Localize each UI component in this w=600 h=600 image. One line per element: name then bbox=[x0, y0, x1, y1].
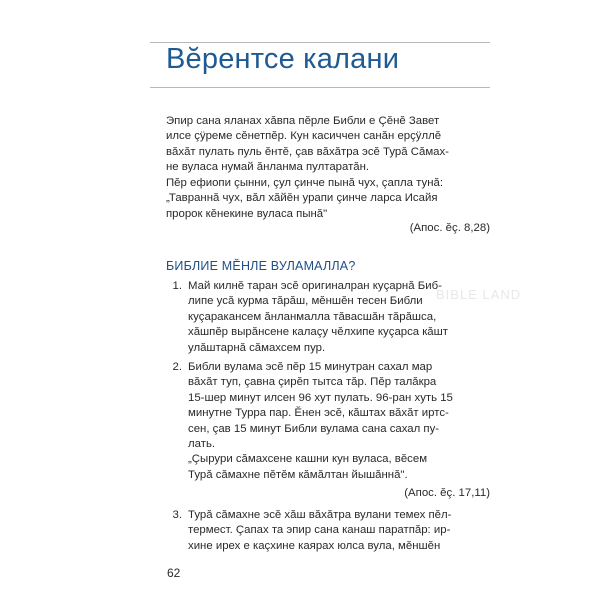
intro-paragraph-1: Эпир сана яланах хăвпа пĕрле Библи е Çĕнĕ Завет илсе çÿреме сĕнетпĕр. Кун касиччен санăн ерçÿллĕ вăхăт пулать пуль ĕнтĕ, çав вăхăтра эсĕ Турă Сăмах- не вуласа нумай ăнланма пултаратăн. bbox=[166, 115, 449, 174]
page-number: 62 bbox=[167, 566, 181, 580]
list-item-number: 2. bbox=[172, 361, 182, 373]
watermark: BIBLE LAND bbox=[436, 287, 522, 302]
list-item-text: Библи вулама эсĕ пĕр 15 минутран сахал мар вăхăт туп, çавна çирĕп тытса тăр. Пĕр талăкра 15-шер минут илсен 96 хут пулать. 96-ран хуть 15 минутне Турра пар. Ĕнен эсĕ, кăштах вăхăт иртс- сен, çав 15 минут Библи вулама сана сахал пу- лать. „Çырури сăмахсене кашни кун вуласа, вĕсем Турă сăмахне пĕтĕм кăмăлтан йышăннă". bbox=[188, 361, 453, 481]
title-divider bbox=[150, 87, 490, 88]
scripture-reference: (Апос. ĕç. 17,11) bbox=[404, 487, 490, 499]
scripture-reference: (Апос. ĕç. 8,28) bbox=[409, 222, 490, 234]
section-heading: БИБЛИЕ МĔНЛЕ ВУЛАМАЛЛА? bbox=[166, 259, 356, 273]
list-item-number: 1. bbox=[172, 280, 182, 292]
list-item-number: 3. bbox=[172, 509, 182, 521]
page-title: Вĕрентсе калани bbox=[166, 43, 400, 75]
list-item-text: Турă сăмахне эсĕ хăш вăхăтра вулани темех пĕл- термест. Çапах та эпир сана канаш паратпăр: ир- хине ирех е каçхине каярах юлса вула, мĕншĕн bbox=[188, 509, 452, 552]
intro-paragraph-2: Пĕр ефиопи çынни, çул çинче пынă чух, çапла тунă: „Тавраннă чух, вăл хăйĕн урапи çинче ларса Исайя пророк кĕнекине вуласа пынă" bbox=[166, 177, 443, 220]
list-item-text: Май килнĕ таран эсĕ оригиналран куçарнă Биб- липе усă курма тăрăш, мĕншĕн тесен Библи куçаракансем ăнланмалла тăвасшăн тăрăшса, хăшпĕр вырăнсене калаçу чĕлхипе куçарса кăшт улăштарнă сăмахсем пур. bbox=[188, 280, 448, 354]
